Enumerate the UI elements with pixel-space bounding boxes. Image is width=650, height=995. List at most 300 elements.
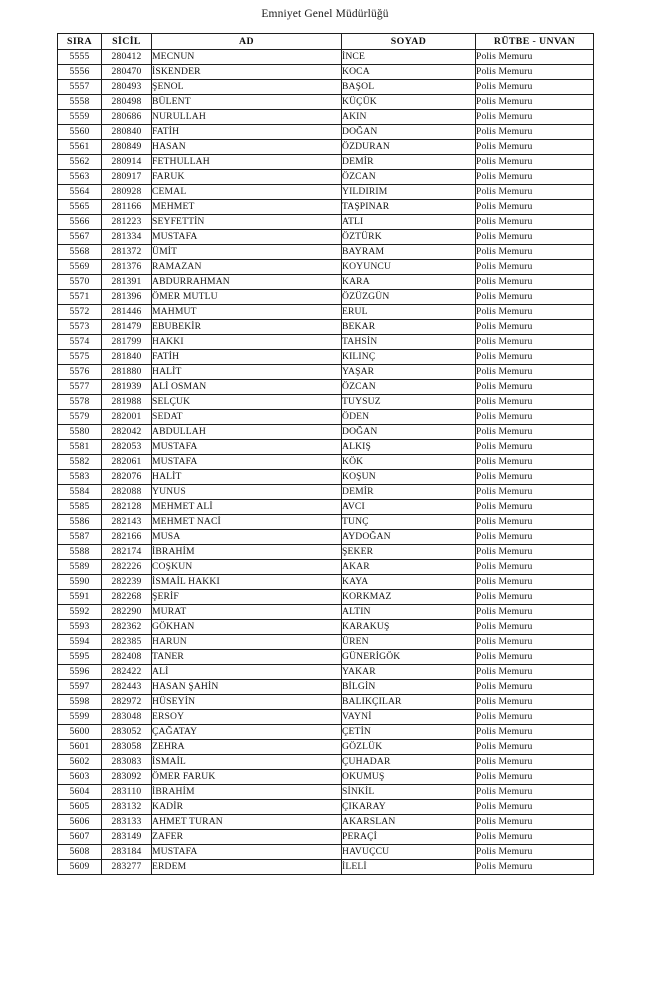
column-header-sira: SIRA (58, 34, 102, 50)
cell-sira: 5579 (58, 410, 102, 425)
cell-sicil: 283058 (102, 740, 152, 755)
cell-ad: HARUN (152, 635, 342, 650)
cell-soyad: YAKAR (342, 665, 476, 680)
cell-sicil: 280498 (102, 95, 152, 110)
cell-sira: 5563 (58, 170, 102, 185)
cell-sira: 5567 (58, 230, 102, 245)
table-row (58, 245, 594, 260)
cell-soyad: ERUL (342, 305, 476, 320)
cell-sira: 5592 (58, 605, 102, 620)
cell-ad: İSMAİL HAKKI (152, 575, 342, 590)
cell-sicil: 280849 (102, 140, 152, 155)
cell-sira: 5600 (58, 725, 102, 740)
table-row (58, 650, 594, 665)
cell-rutbe: Polis Memuru (476, 50, 594, 65)
table-row (58, 695, 594, 710)
table-row (58, 200, 594, 215)
table-row (58, 410, 594, 425)
cell-soyad: ÖDEN (342, 410, 476, 425)
table-row (58, 755, 594, 770)
cell-rutbe: Polis Memuru (476, 485, 594, 500)
cell-soyad: DEMİR (342, 155, 476, 170)
cell-soyad: GÜNERİGÖK (342, 650, 476, 665)
cell-rutbe: Polis Memuru (476, 620, 594, 635)
cell-ad: ÖMER MUTLU (152, 290, 342, 305)
cell-rutbe: Polis Memuru (476, 560, 594, 575)
cell-soyad: ÜREN (342, 635, 476, 650)
table-row (58, 590, 594, 605)
cell-sicil: 280412 (102, 50, 152, 65)
cell-sicil: 283110 (102, 785, 152, 800)
cell-soyad: KARA (342, 275, 476, 290)
cell-sicil: 282972 (102, 695, 152, 710)
cell-sira: 5564 (58, 185, 102, 200)
cell-sira: 5596 (58, 665, 102, 680)
cell-ad: TANER (152, 650, 342, 665)
table-row (58, 395, 594, 410)
table-header-row (58, 34, 594, 50)
table-row (58, 785, 594, 800)
cell-rutbe: Polis Memuru (476, 95, 594, 110)
table-row (58, 500, 594, 515)
cell-sicil: 282076 (102, 470, 152, 485)
cell-ad: SEDAT (152, 410, 342, 425)
cell-rutbe: Polis Memuru (476, 650, 594, 665)
cell-rutbe: Polis Memuru (476, 800, 594, 815)
cell-soyad: BAŞOL (342, 80, 476, 95)
cell-sira: 5570 (58, 275, 102, 290)
table-row (58, 380, 594, 395)
cell-sicil: 280928 (102, 185, 152, 200)
cell-soyad: AKAR (342, 560, 476, 575)
cell-sira: 5568 (58, 245, 102, 260)
cell-sicil: 283092 (102, 770, 152, 785)
table-row (58, 530, 594, 545)
cell-rutbe: Polis Memuru (476, 725, 594, 740)
cell-ad: HÜSEYİN (152, 695, 342, 710)
cell-sicil: 283083 (102, 755, 152, 770)
cell-soyad: BAYRAM (342, 245, 476, 260)
cell-rutbe: Polis Memuru (476, 695, 594, 710)
cell-sira: 5604 (58, 785, 102, 800)
cell-soyad: OKUMUŞ (342, 770, 476, 785)
cell-rutbe: Polis Memuru (476, 230, 594, 245)
cell-sira: 5581 (58, 440, 102, 455)
cell-ad: ALİ OSMAN (152, 380, 342, 395)
cell-sicil: 280493 (102, 80, 152, 95)
cell-sira: 5569 (58, 260, 102, 275)
cell-sicil: 282061 (102, 455, 152, 470)
table-row (58, 80, 594, 95)
cell-ad: İBRAHİM (152, 785, 342, 800)
table-row (58, 545, 594, 560)
table-row (58, 65, 594, 80)
cell-soyad: TUYSUZ (342, 395, 476, 410)
cell-ad: AHMET TURAN (152, 815, 342, 830)
cell-soyad: PERAÇİ (342, 830, 476, 845)
cell-ad: NURULLAH (152, 110, 342, 125)
cell-ad: SELÇUK (152, 395, 342, 410)
cell-sira: 5597 (58, 680, 102, 695)
cell-soyad: KILINÇ (342, 350, 476, 365)
cell-sira: 5584 (58, 485, 102, 500)
cell-rutbe: Polis Memuru (476, 380, 594, 395)
cell-sira: 5582 (58, 455, 102, 470)
table-row (58, 185, 594, 200)
cell-sicil: 281334 (102, 230, 152, 245)
cell-soyad: TAŞPINAR (342, 200, 476, 215)
cell-rutbe: Polis Memuru (476, 125, 594, 140)
cell-sira: 5558 (58, 95, 102, 110)
cell-rutbe: Polis Memuru (476, 260, 594, 275)
cell-rutbe: Polis Memuru (476, 365, 594, 380)
table-row (58, 95, 594, 110)
cell-rutbe: Polis Memuru (476, 770, 594, 785)
table-row (58, 425, 594, 440)
cell-soyad: ÇUHADAR (342, 755, 476, 770)
cell-sira: 5577 (58, 380, 102, 395)
cell-rutbe: Polis Memuru (476, 710, 594, 725)
cell-rutbe: Polis Memuru (476, 740, 594, 755)
cell-ad: GÖKHAN (152, 620, 342, 635)
cell-soyad: BALIKÇILAR (342, 695, 476, 710)
cell-rutbe: Polis Memuru (476, 410, 594, 425)
cell-soyad: BİLGİN (342, 680, 476, 695)
cell-ad: MUSTAFA (152, 440, 342, 455)
cell-ad: ABDURRAHMAN (152, 275, 342, 290)
cell-sicil: 281988 (102, 395, 152, 410)
cell-rutbe: Polis Memuru (476, 815, 594, 830)
cell-rutbe: Polis Memuru (476, 590, 594, 605)
cell-rutbe: Polis Memuru (476, 665, 594, 680)
cell-ad: İSMAİL (152, 755, 342, 770)
cell-ad: ÖMER FARUK (152, 770, 342, 785)
cell-soyad: AVCI (342, 500, 476, 515)
cell-rutbe: Polis Memuru (476, 680, 594, 695)
cell-soyad: KAYA (342, 575, 476, 590)
cell-sicil: 282128 (102, 500, 152, 515)
cell-ad: ŞENOL (152, 80, 342, 95)
cell-sira: 5583 (58, 470, 102, 485)
cell-rutbe: Polis Memuru (476, 305, 594, 320)
cell-ad: ZEHRA (152, 740, 342, 755)
cell-ad: COŞKUN (152, 560, 342, 575)
cell-rutbe: Polis Memuru (476, 635, 594, 650)
cell-rutbe: Polis Memuru (476, 545, 594, 560)
cell-sicil: 283133 (102, 815, 152, 830)
table-row (58, 830, 594, 845)
cell-soyad: ÇETİN (342, 725, 476, 740)
cell-sira: 5562 (58, 155, 102, 170)
table-row (58, 440, 594, 455)
cell-sicil: 281223 (102, 215, 152, 230)
table-row (58, 845, 594, 860)
cell-sira: 5586 (58, 515, 102, 530)
cell-soyad: AKIN (342, 110, 476, 125)
cell-sira: 5602 (58, 755, 102, 770)
table-row (58, 800, 594, 815)
cell-ad: MUSTAFA (152, 230, 342, 245)
cell-sira: 5556 (58, 65, 102, 80)
table-row (58, 170, 594, 185)
table-row (58, 140, 594, 155)
cell-sicil: 282443 (102, 680, 152, 695)
cell-sira: 5607 (58, 830, 102, 845)
cell-ad: YUNUS (152, 485, 342, 500)
cell-sicil: 280686 (102, 110, 152, 125)
cell-rutbe: Polis Memuru (476, 470, 594, 485)
cell-soyad: İLELİ (342, 860, 476, 875)
cell-soyad: HAVUÇCU (342, 845, 476, 860)
cell-rutbe: Polis Memuru (476, 515, 594, 530)
cell-sira: 5574 (58, 335, 102, 350)
cell-rutbe: Polis Memuru (476, 455, 594, 470)
cell-rutbe: Polis Memuru (476, 335, 594, 350)
cell-sicil: 281372 (102, 245, 152, 260)
cell-sicil: 281840 (102, 350, 152, 365)
cell-soyad: KOYUNCU (342, 260, 476, 275)
column-header-rutbe: RÜTBE - UNVAN (476, 34, 594, 50)
cell-ad: MUSTAFA (152, 845, 342, 860)
cell-sicil: 280470 (102, 65, 152, 80)
cell-sira: 5573 (58, 320, 102, 335)
cell-soyad: ÖZCAN (342, 170, 476, 185)
cell-ad: BÜLENT (152, 95, 342, 110)
cell-ad: MEHMET ALİ (152, 500, 342, 515)
cell-sira: 5588 (58, 545, 102, 560)
cell-sicil: 282239 (102, 575, 152, 590)
table-row (58, 815, 594, 830)
cell-rutbe: Polis Memuru (476, 110, 594, 125)
cell-soyad: ŞEKER (342, 545, 476, 560)
cell-rutbe: Polis Memuru (476, 425, 594, 440)
cell-soyad: İNCE (342, 50, 476, 65)
cell-soyad: DOĞAN (342, 125, 476, 140)
cell-sira: 5599 (58, 710, 102, 725)
cell-ad: FARUK (152, 170, 342, 185)
table-row (58, 260, 594, 275)
cell-sira: 5575 (58, 350, 102, 365)
cell-ad: İSKENDER (152, 65, 342, 80)
cell-sicil: 282001 (102, 410, 152, 425)
cell-sicil: 281396 (102, 290, 152, 305)
cell-sira: 5603 (58, 770, 102, 785)
cell-sicil: 283149 (102, 830, 152, 845)
table-row (58, 860, 594, 875)
cell-sira: 5557 (58, 80, 102, 95)
cell-ad: FATİH (152, 350, 342, 365)
cell-rutbe: Polis Memuru (476, 185, 594, 200)
cell-rutbe: Polis Memuru (476, 350, 594, 365)
cell-ad: SEYFETTİN (152, 215, 342, 230)
table-row (58, 485, 594, 500)
cell-soyad: KÖK (342, 455, 476, 470)
cell-ad: ALİ (152, 665, 342, 680)
table-row (58, 155, 594, 170)
cell-soyad: VAYNİ (342, 710, 476, 725)
cell-sicil: 283184 (102, 845, 152, 860)
table-row (58, 125, 594, 140)
cell-soyad: ÇIKARAY (342, 800, 476, 815)
cell-sicil: 283052 (102, 725, 152, 740)
cell-rutbe: Polis Memuru (476, 155, 594, 170)
table-row (58, 725, 594, 740)
cell-ad: ŞERİF (152, 590, 342, 605)
cell-ad: ÇAĞATAY (152, 725, 342, 740)
cell-sira: 5595 (58, 650, 102, 665)
cell-ad: MEHMET (152, 200, 342, 215)
table-header (58, 34, 594, 50)
cell-soyad: SİNKİL (342, 785, 476, 800)
cell-rutbe: Polis Memuru (476, 290, 594, 305)
table-row (58, 710, 594, 725)
cell-sira: 5580 (58, 425, 102, 440)
table-row (58, 770, 594, 785)
cell-sira: 5578 (58, 395, 102, 410)
table-row (58, 560, 594, 575)
cell-rutbe: Polis Memuru (476, 395, 594, 410)
cell-sira: 5555 (58, 50, 102, 65)
cell-sira: 5561 (58, 140, 102, 155)
cell-sicil: 281799 (102, 335, 152, 350)
cell-rutbe: Polis Memuru (476, 440, 594, 455)
cell-ad: KADİR (152, 800, 342, 815)
cell-ad: HALİT (152, 365, 342, 380)
cell-rutbe: Polis Memuru (476, 575, 594, 590)
cell-soyad: ÖZDURAN (342, 140, 476, 155)
cell-sira: 5606 (58, 815, 102, 830)
cell-rutbe: Polis Memuru (476, 500, 594, 515)
cell-soyad: KÜÇÜK (342, 95, 476, 110)
cell-sicil: 280840 (102, 125, 152, 140)
cell-rutbe: Polis Memuru (476, 80, 594, 95)
cell-rutbe: Polis Memuru (476, 785, 594, 800)
table-row (58, 575, 594, 590)
cell-ad: CEMAL (152, 185, 342, 200)
cell-sira: 5601 (58, 740, 102, 755)
cell-ad: MEHMET NACİ (152, 515, 342, 530)
cell-rutbe: Polis Memuru (476, 275, 594, 290)
cell-sicil: 282088 (102, 485, 152, 500)
cell-ad: MAHMUT (152, 305, 342, 320)
cell-ad: MECNUN (152, 50, 342, 65)
cell-soyad: ÖZÜZGÜN (342, 290, 476, 305)
cell-soyad: KARAKUŞ (342, 620, 476, 635)
roster-table (57, 33, 594, 875)
cell-rutbe: Polis Memuru (476, 605, 594, 620)
cell-ad: ABDULLAH (152, 425, 342, 440)
table-row (58, 740, 594, 755)
cell-sira: 5565 (58, 200, 102, 215)
cell-sicil: 283048 (102, 710, 152, 725)
cell-sicil: 283277 (102, 860, 152, 875)
cell-sicil: 282143 (102, 515, 152, 530)
cell-soyad: TUNÇ (342, 515, 476, 530)
cell-sicil: 281939 (102, 380, 152, 395)
cell-soyad: AKARSLAN (342, 815, 476, 830)
column-header-sicil: SİCİL (102, 34, 152, 50)
cell-sicil: 282362 (102, 620, 152, 635)
table-row (58, 470, 594, 485)
cell-sicil: 283132 (102, 800, 152, 815)
cell-sicil: 282174 (102, 545, 152, 560)
page-title: Emniyet Genel Müdürlüğü (261, 8, 389, 20)
cell-rutbe: Polis Memuru (476, 215, 594, 230)
cell-soyad: KOŞUN (342, 470, 476, 485)
cell-sicil: 282166 (102, 530, 152, 545)
table-row (58, 365, 594, 380)
cell-sira: 5572 (58, 305, 102, 320)
cell-sicil: 282290 (102, 605, 152, 620)
cell-soyad: DEMİR (342, 485, 476, 500)
cell-soyad: ATLI (342, 215, 476, 230)
cell-sicil: 282042 (102, 425, 152, 440)
table-row (58, 335, 594, 350)
cell-rutbe: Polis Memuru (476, 170, 594, 185)
cell-sira: 5594 (58, 635, 102, 650)
cell-ad: MURAT (152, 605, 342, 620)
table-row (58, 515, 594, 530)
cell-rutbe: Polis Memuru (476, 245, 594, 260)
cell-rutbe: Polis Memuru (476, 140, 594, 155)
cell-ad: HASAN ŞAHİN (152, 680, 342, 695)
cell-sicil: 282268 (102, 590, 152, 605)
cell-ad: EBUBEKİR (152, 320, 342, 335)
table-row (58, 620, 594, 635)
cell-soyad: ÖZTÜRK (342, 230, 476, 245)
cell-sira: 5590 (58, 575, 102, 590)
table-row (58, 350, 594, 365)
cell-sira: 5591 (58, 590, 102, 605)
column-header-ad: AD (152, 34, 342, 50)
cell-rutbe: Polis Memuru (476, 200, 594, 215)
cell-rutbe: Polis Memuru (476, 860, 594, 875)
cell-sicil: 281166 (102, 200, 152, 215)
cell-sira: 5593 (58, 620, 102, 635)
cell-rutbe: Polis Memuru (476, 755, 594, 770)
column-header-soyad: SOYAD (342, 34, 476, 50)
table-row (58, 635, 594, 650)
cell-sicil: 281376 (102, 260, 152, 275)
table-row (58, 110, 594, 125)
cell-ad: HAKKI (152, 335, 342, 350)
cell-ad: ZAFER (152, 830, 342, 845)
cell-soyad: AYDOĞAN (342, 530, 476, 545)
table-row (58, 455, 594, 470)
table-row (58, 275, 594, 290)
table-row (58, 290, 594, 305)
cell-sira: 5608 (58, 845, 102, 860)
cell-sira: 5587 (58, 530, 102, 545)
cell-soyad: ÖZCAN (342, 380, 476, 395)
cell-sicil: 281880 (102, 365, 152, 380)
cell-soyad: GÖZLÜK (342, 740, 476, 755)
cell-sira: 5566 (58, 215, 102, 230)
cell-ad: MUSA (152, 530, 342, 545)
cell-soyad: KOCA (342, 65, 476, 80)
table-body (58, 50, 594, 875)
table-row (58, 50, 594, 65)
cell-sicil: 281479 (102, 320, 152, 335)
cell-sira: 5589 (58, 560, 102, 575)
cell-soyad: YILDIRIM (342, 185, 476, 200)
cell-sira: 5609 (58, 860, 102, 875)
cell-rutbe: Polis Memuru (476, 830, 594, 845)
cell-ad: ÜMİT (152, 245, 342, 260)
cell-sira: 5585 (58, 500, 102, 515)
table-row (58, 215, 594, 230)
cell-sicil: 282226 (102, 560, 152, 575)
